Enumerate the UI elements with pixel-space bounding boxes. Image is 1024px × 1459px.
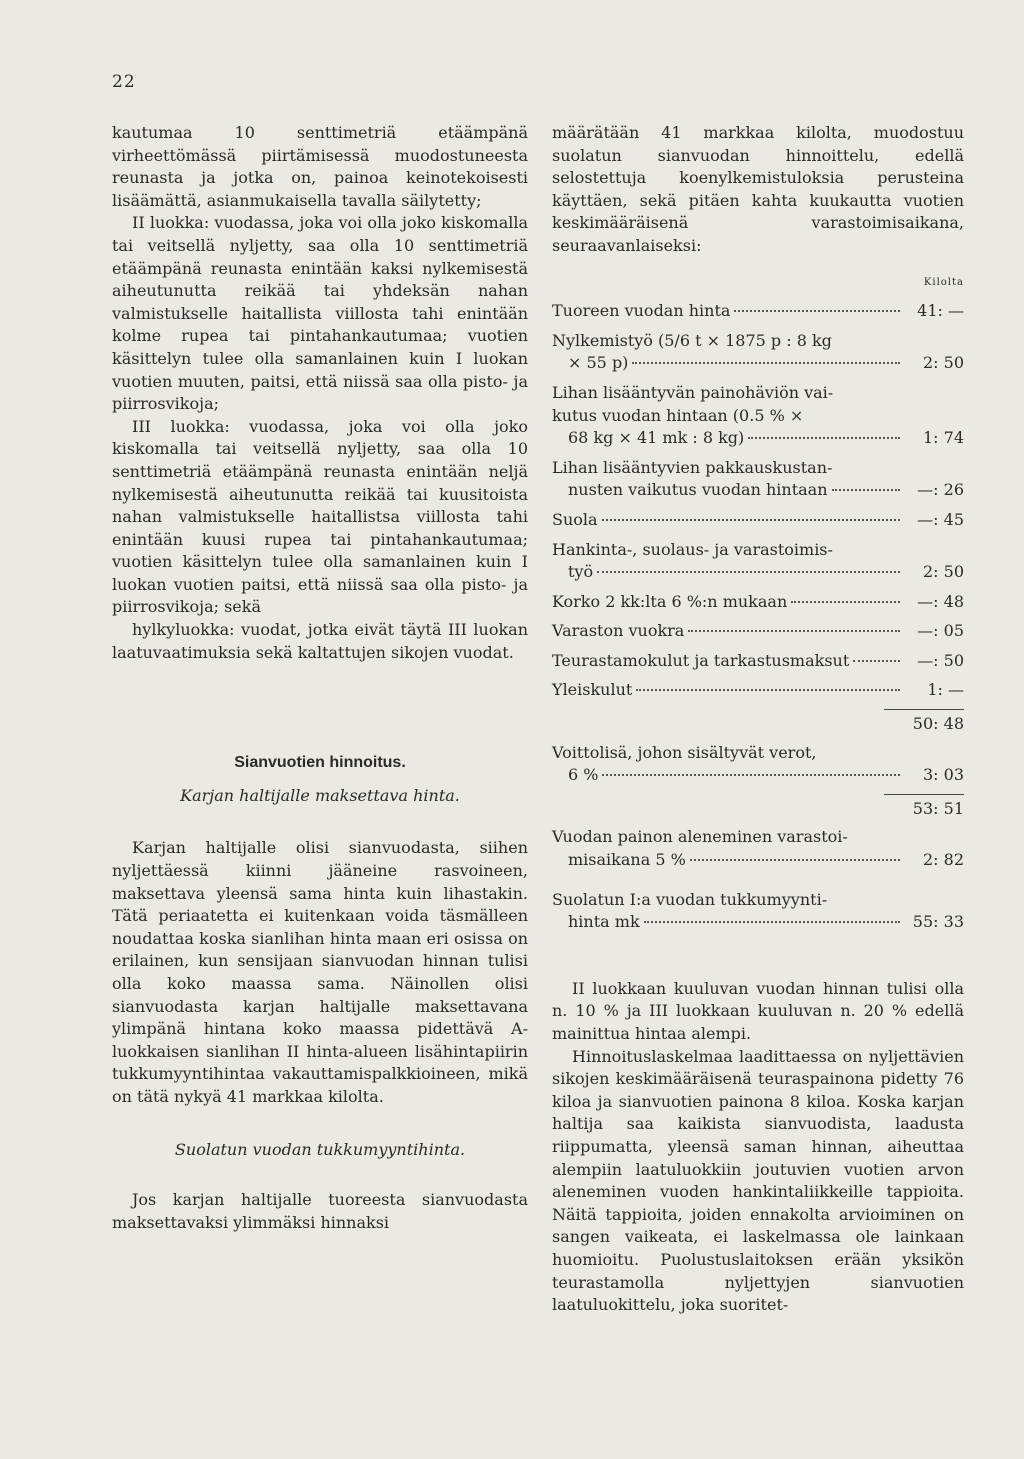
leader-dots [748,437,900,439]
price-item [552,826,964,871]
price-item-value: 2: 82 [922,850,964,870]
price-item-value: 41: — [917,301,964,321]
price-item-label: × 55 p) [568,353,629,373]
price-item-value: 1: 74 [922,428,964,448]
price-item [552,382,964,450]
price-list [552,300,964,702]
leader-dots [832,489,900,491]
price-item-label: misaikana 5 % [568,850,686,870]
leader-dots [853,660,900,662]
price-item-label: Lihan lisääntyvän painohäviön vai- [552,382,834,402]
price-item-value: 2: 50 [922,353,964,373]
price-item-value: 1: — [927,680,964,700]
price-item-value: —: 26 [917,480,964,500]
price-item-value: 55: 33 [912,912,964,932]
price-item-label: hinta mk [568,912,640,932]
price-item-label: kutus vuodan hintaan (0.5 % × [552,405,804,425]
paragraph: hylkyluokka: vuodat, jotka eivät täytä III luokan laatuvaatimuksia sekä kaltattujen sikojen vuodat. [112,620,528,662]
price-item-label: työ [568,562,594,582]
paragraph: kautumaa 10 senttimetriä etäämpänä virheettömässä piirtämisessä muodostuneesta reunasta ja jotka on, painoa keinotekoisesti lisäämättä, asianmukaisella tavalla säilytetty; [112,123,528,210]
right-column [552,122,964,1317]
leader-dots [644,921,900,923]
price-item [552,591,964,614]
paragraph: Karjan haltijalle olisi sianvuodasta, siihen nyljettäessä kiinni jääneine rasvoineen, maksettava yleensä sama hinta kuin lihastakin. Tätä periaatetta ei kuitenkaan voida täsmälleen noudattaa koska sianlihan hinta maan eri osissa on erilainen, kun sensijaan sianvuodan hinnan tulisi olla koko maassa sama. Näinollen olisi sianvuodasta karjan haltijalle maksettavana ylimpänä hintana koko maassa pidettävä A-luokkaisen sianlihan II hinta-alueen lisähintapiirin tukkumyyntihintaa vakauttamispalkkioineen, mikä on tätä nykyä 41 markkaa kilolta. [112,838,528,1106]
price-item [552,679,964,702]
paragraph: määrätään 41 markkaa kilolta, muodostuu suolatun sianvuodan hinnoittelu, edellä selostettuja koenylkemistuloksia perusteina käyttäen, sekä pitäen kahta kuukautta vuotien keskimääräisenä varastoimisaikana, seuraavanlaiseksi: [552,123,964,255]
price-item-label: Teurastamokulut ja tarkastusmaksut [552,650,850,670]
price-item-label: Suola [552,509,598,529]
price-item-value: —: 45 [917,509,964,529]
price-item [552,300,964,323]
price-item-value: —: 05 [917,621,964,641]
paragraph: III luokka: vuodassa, joka voi olla joko kiskomalla tai veitsellä nyljetty, saa olla 10 senttimetriä etäämpänä reunasta enintään neljä nylkemisestä aiheutunutta reikää tai kuusitoista nahan valmistukselle haitallistsa viillosta tahi enintään kuusi rupea tai pintahankautumaa; vuotien käsittelyn tulee olla samanlainen kuin I luokan vuotien paitsi, että niissä saa olla pisto- ja piirrosvikoja; sekä [112,416,528,617]
price-item-label: 68 kg × 41 mk : 8 kg) [568,428,745,448]
leader-dots [734,310,900,312]
section-title: Sianvuotien hinnoitus. [234,754,406,772]
price-item-label: nusten vaikutus vuodan hintaan [568,480,828,500]
price-item [552,889,964,934]
left-column [112,122,528,1234]
price-item-value: —: 50 [917,650,964,670]
price-item-label: Nylkemistyö (5/6 t × 1875 p : 8 kg [552,330,832,350]
paragraph: Hinnoituslaskelmaa laadittaessa on nyljettävien sikojen keskimääräisenä teuraspainona pidetty 76 kiloa ja sianvuotien painona 8 kiloa. Koska karjan haltija saa kaikista sianvuodista, laadusta riippumatta, yleensä saman hinnan, aiheuttaa alempiin laatuluokkiin joutuvien vuotien arvon aleneminen vuoden hankintaliikkeille tappioita. Näitä tappioita, joiden ennakolta arvioiminen on sangen vaikeata, ei laskelmassa ole lainkaan huomioitu. Puolustuslaitoksen erään yksikön teurastamolla nyljettyjen sianvuotien laatuluokittelu, joka suoritet- [552,1046,964,1315]
subtitle: Karjan haltijalle maksettava hinta. [180,785,460,805]
price-item-label: Suolatun I:a vuodan tukkumyynti- [552,889,828,909]
price-item-label: Hankinta-, suolaus- ja varastoimis- [552,539,833,559]
price-item [552,539,964,584]
price-item [552,330,964,375]
price-item-label: Voittolisä, johon sisältyvät verot, [552,742,817,762]
price-item [552,742,964,787]
unit-header: Kilolta [923,276,964,288]
price-item-label: Korko 2 kk:lta 6 %:n mukaan [552,591,788,611]
leader-dots [602,519,900,521]
price-item-value: —: 48 [917,591,964,611]
price-item-value: 3: 03 [922,765,964,785]
leader-dots [597,571,900,573]
price-item-label: Tuoreen vuodan hinta [552,301,731,321]
price-item-label: Yleiskulut [552,680,633,700]
leader-dots [602,774,900,776]
subtotal: 50: 48 [884,709,964,736]
leader-dots [636,689,900,691]
price-item-label: 6 % [568,765,599,785]
leader-dots [688,630,900,632]
subtitle: Suolatun vuodan tukkumyyntihinta. [174,1139,466,1159]
leader-dots [791,601,900,603]
price-item-label: Lihan lisääntyvien pakkauskustan- [552,457,833,477]
paragraph: II luokkaan kuuluvan vuodan hinnan tulisi olla n. 10 % ja III luokkaan kuuluvan n. 20 % edellä mainittua hintaa alempi. [552,978,964,1043]
price-item-label: Vuodan painon aleneminen varastoi- [552,827,848,847]
leader-dots [632,362,900,364]
price-item-label: Varaston vuokra [552,621,685,641]
price-item [552,457,964,502]
paragraph: II luokka: vuodassa, joka voi olla joko kiskomalla tai veitsellä nyljetty, saa olla 10 senttimetriä etäämpänä reunasta enintään kaksi nylkemisestä aiheutunutta reikää tai yhdeksän nahan valmistukselle haitallista viillosta tahi enintään kolme rupea tai pintahankautumaa; vuotien käsittelyn tulee olla samanlainen kuin I luokan vuotien muuten, paitsi, että niissä saa olla pisto- ja piirrosvikoja; [112,213,528,414]
price-item [552,650,964,673]
price-item-value: 2: 50 [922,562,964,582]
price-item [552,620,964,643]
page-number: 22 [112,72,136,92]
paragraph: Jos karjan haltijalle tuoreesta sianvuodasta maksettavaksi ylimmäksi hinnaksi [112,1190,528,1232]
price-item [552,509,964,532]
leader-dots [690,859,900,861]
subtotal: 53: 51 [884,794,964,821]
